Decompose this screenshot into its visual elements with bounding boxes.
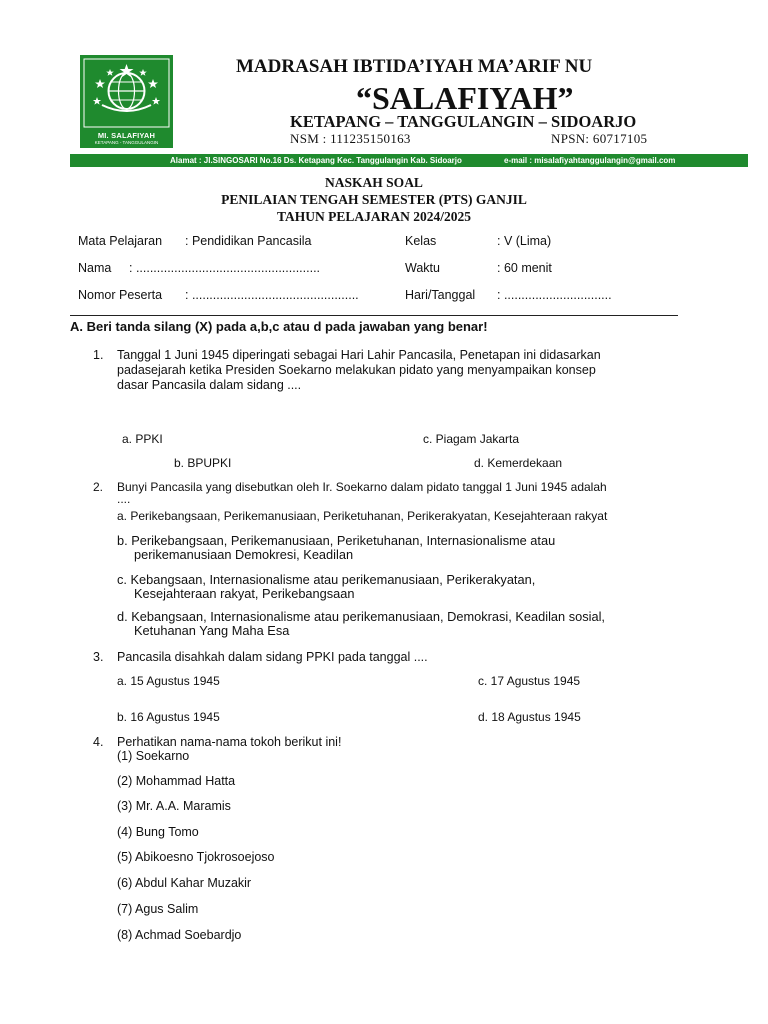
list-item: (8) Achmad Soebardjo bbox=[117, 928, 242, 942]
email-text: e-mail : misalafiyahtanggulangin@gmail.com bbox=[504, 156, 676, 165]
exam-title: PENILAIAN TENGAH SEMESTER (PTS) GANJIL bbox=[221, 192, 527, 207]
answer-option[interactable]: c. 17 Agustus 1945 bbox=[478, 674, 581, 688]
question-text: dasar Pancasila dalam sidang .... bbox=[117, 378, 302, 392]
doc-title: NASKAH SOAL bbox=[325, 175, 423, 190]
answer-option[interactable]: b. BPUPKI bbox=[174, 456, 232, 470]
participant-number-value: : ................................................ bbox=[185, 288, 359, 302]
subject-label: Mata Pelajaran bbox=[78, 234, 163, 248]
school-npsn: NPSN: 60717105 bbox=[551, 131, 648, 146]
question-number: 2. bbox=[93, 480, 104, 494]
logo-title: MI. SALAFIYAH bbox=[97, 131, 156, 140]
list-item: (3) Mr. A.A. Maramis bbox=[117, 799, 231, 813]
answer-option[interactable]: b. 16 Agustus 1945 bbox=[117, 710, 220, 724]
school-name-heading: “SALAFIYAH” bbox=[356, 80, 574, 116]
answer-option[interactable]: d. Kemerdekaan bbox=[474, 456, 563, 470]
logo-subtitle: KETAPANG - TANGGULANGIN bbox=[94, 140, 159, 145]
question-text: Bunyi Pancasila yang disebutkan oleh Ir. Soekarno dalam pidato tanggal 1 Juni 1945 adalah bbox=[117, 480, 607, 494]
time-label: Waktu bbox=[405, 261, 440, 275]
answer-option[interactable]: a. PPKI bbox=[122, 432, 163, 446]
class-value: : V (Lima) bbox=[497, 234, 552, 248]
school-location: KETAPANG – TANGGULANGIN – SIDOARJO bbox=[290, 112, 637, 131]
question-text: .... bbox=[117, 492, 131, 506]
question-number: 1. bbox=[93, 348, 104, 362]
answer-option[interactable]: c. Piagam Jakarta bbox=[423, 432, 520, 446]
question-text: Tanggal 1 Juni 1945 diperingati sebagai Hari Lahir Pancasila, Penetapan ini didasarkan bbox=[117, 348, 601, 362]
answer-option[interactable]: b. Perikebangsaan, Perikemanusiaan, Periketuhanan, Internasionalisme atau bbox=[117, 533, 556, 548]
answer-option[interactable]: a. Perikebangsaan, Perikemanusiaan, Periketuhanan, Perikerakyatan, Kesejahteraan rakyat bbox=[117, 509, 608, 523]
time-value: : 60 menit bbox=[497, 261, 552, 275]
question-text: padasejarah ketika Presiden Soekarno melakukan pidato yang menyampaikan konsep bbox=[117, 363, 596, 377]
name-value: : ..................................................... bbox=[129, 261, 321, 275]
question-number: 4. bbox=[93, 735, 104, 749]
question-number: 3. bbox=[93, 650, 104, 664]
address-text: Alamat : Jl.SINGOSARI No.16 Ds. Ketapang Kec. Tanggulangin Kab. Sidoarjo bbox=[170, 156, 462, 165]
list-item: (4) Bung Tomo bbox=[117, 825, 199, 839]
school-type-heading: MADRASAH IBTIDA’IYAH MA’ARIF NU bbox=[236, 56, 593, 77]
answer-option[interactable]: a. 15 Agustus 1945 bbox=[117, 674, 220, 688]
question-text: Pancasila disahkah dalam sidang PPKI pada tanggal .... bbox=[117, 650, 428, 664]
answer-option[interactable]: d. 18 Agustus 1945 bbox=[478, 710, 581, 724]
school-logo bbox=[80, 55, 173, 148]
list-item: (5) Abikoesno Tjokrosoejoso bbox=[117, 850, 275, 864]
divider bbox=[70, 315, 678, 316]
answer-option[interactable]: d. Kebangsaan, Internasionalisme atau perikemanusiaan, Demokrasi, Keadilan sosial, bbox=[117, 609, 605, 624]
participant-number-label: Nomor Peserta bbox=[78, 288, 163, 302]
date-label: Hari/Tanggal bbox=[405, 288, 476, 302]
name-label: Nama bbox=[78, 261, 112, 275]
answer-option[interactable]: c. Kebangsaan, Internasionalisme atau perikemanusiaan, Perikerakyatan, bbox=[117, 572, 536, 587]
subject-value: : Pendidikan Pancasila bbox=[185, 234, 312, 248]
list-item: (1) Soekarno bbox=[117, 749, 190, 763]
school-nsm: NSM : 111235150163 bbox=[290, 131, 411, 146]
class-label: Kelas bbox=[405, 234, 437, 248]
answer-option-continuation: Kesejahteraan rakyat, Perikebangsaan bbox=[134, 586, 355, 601]
academic-year: TAHUN PELAJARAN 2024/2025 bbox=[276, 209, 471, 224]
address-bar bbox=[70, 154, 748, 167]
date-value: : ............................... bbox=[497, 288, 612, 302]
list-item: (2) Mohammad Hatta bbox=[117, 774, 236, 788]
section-instruction: A. Beri tanda silang (X) pada a,b,c atau d pada jawaban yang benar! bbox=[70, 319, 488, 334]
list-item: (6) Abdul Kahar Muzakir bbox=[117, 876, 252, 890]
answer-option-continuation: Ketuhanan Yang Maha Esa bbox=[134, 623, 290, 638]
question-text: Perhatikan nama-nama tokoh berikut ini! bbox=[117, 735, 342, 749]
answer-option-continuation: perikemanusiaan Demokresi, Keadilan bbox=[134, 547, 354, 562]
list-item: (7) Agus Salim bbox=[117, 902, 199, 916]
